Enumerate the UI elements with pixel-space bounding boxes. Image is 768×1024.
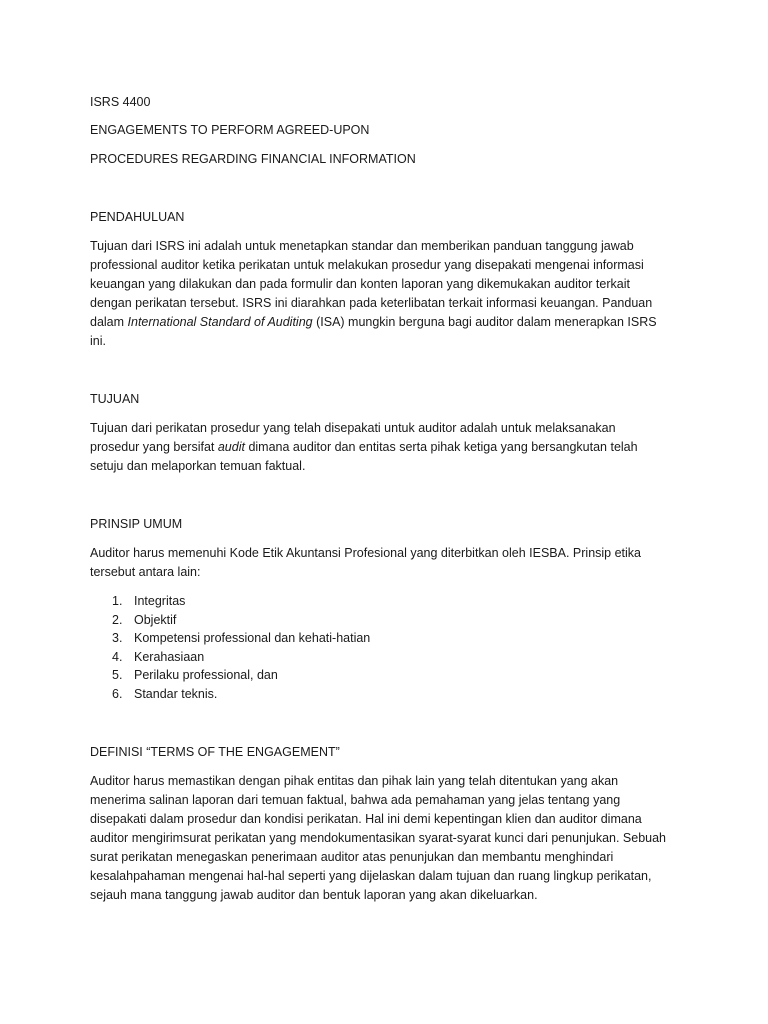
list-item: [90, 685, 370, 704]
paragraph-line: auditor mengirimsurat perikatan yang mendokumentasikan syarat-syarat kunci dari penunjukan. Sebuah: [90, 831, 667, 845]
paragraph-line: setuju dan melaporkan temuan faktual.: [90, 459, 306, 473]
paragraph-line: Auditor harus memenuhi Kode Etik Akuntansi Profesional yang diterbitkan oleh IESBA. Prinsip etika: [90, 546, 642, 560]
paragraph-line: Tujuan dari ISRS ini adalah untuk menetapkan standar dan memberikan panduan tanggung jawab: [90, 239, 634, 253]
paragraph-line: dengan perikatan tersebut. ISRS ini diarahkan pada keterlibatan terkait informasi keuangan. Panduan: [90, 296, 653, 310]
list-item: [90, 666, 370, 685]
doc-code: ISRS 4400: [90, 95, 151, 109]
paragraph-line: ini.: [90, 334, 106, 348]
text-run: dalam: [90, 315, 128, 329]
paragraph-line: Tujuan dari perikatan prosedur yang telah disepakati untuk auditor adalah untuk melaksanakan: [90, 421, 616, 435]
section-heading: PRINSIP UMUM: [90, 517, 183, 531]
list-item: [90, 629, 370, 648]
list-text: Perilaku professional, dan: [134, 668, 278, 682]
paragraph-line: professional auditor ketika perikatan untuk melakukan prosedur yang disepakati mengenai informasi: [90, 258, 644, 272]
text-run: prosedur yang bersifat: [90, 440, 218, 454]
paragraph-line: Auditor harus memastikan dengan pihak entitas dan pihak lain yang telah ditentukan yang akan: [90, 774, 619, 788]
paragraph-line: surat perikatan menegaskan penerimaan auditor atas penunjukan dan membantu menghindari: [90, 850, 614, 864]
paragraph: [90, 544, 641, 582]
list-item: [90, 648, 370, 667]
list-number: 6.: [112, 686, 123, 701]
list-text: Objektif: [134, 612, 177, 627]
text-run: (ISA) mungkin berguna bagi auditor dalam menerapkan ISRS: [312, 315, 657, 329]
paragraph-line: disepakati dalam prosedur dan kondisi perikatan. Hal ini demi kepentingan klien dan auditor dimana: [90, 812, 642, 826]
paragraph-line: keuangan yang dilakukan dan pada formulir dan konten laporan yang dikemukakan auditor terkait: [90, 277, 630, 291]
paragraph: [90, 772, 666, 905]
doc-title-line1: ENGAGEMENTS TO PERFORM AGREED-UPON: [90, 123, 370, 137]
paragraph-line: tersebut antara lain:: [90, 565, 201, 579]
section-heading: DEFINISI “TERMS OF THE ENGAGEMENT”: [90, 745, 340, 759]
list-number: 5.: [112, 668, 123, 682]
paragraph-line: [90, 438, 638, 457]
paragraph: [90, 237, 657, 351]
list-item: [90, 611, 370, 630]
section-heading: PENDAHULUAN: [90, 210, 185, 224]
paragraph-line: kesalahpahaman mengenai hal-hal seperti yang dijelaskan dalam tujuan dan ruang lingkup perikatan,: [90, 869, 652, 883]
list-number: 1.: [112, 594, 123, 608]
list-number: 3.: [112, 631, 123, 645]
italic-run: audit: [217, 440, 245, 454]
list-item: [90, 592, 370, 611]
paragraph-line: [90, 313, 657, 332]
list-number: 4.: [112, 649, 123, 664]
list-text: Standar teknis.: [134, 686, 218, 701]
list-text: Integritas: [134, 594, 186, 608]
section-heading: TUJUAN: [90, 392, 140, 406]
list-text: Kompetensi professional dan kehati-hatian: [134, 631, 371, 645]
italic-run: International Standard of Auditing: [127, 315, 313, 329]
doc-title-line2: PROCEDURES REGARDING FINANCIAL INFORMATION: [90, 152, 416, 166]
paragraph-line: sejauh mana tanggung jawab auditor dan bentuk laporan yang akan dikeluarkan.: [90, 888, 538, 902]
list-number: 2.: [112, 612, 123, 627]
list-text: Kerahasiaan: [134, 649, 205, 664]
text-run: dimana auditor dan entitas serta pihak ketiga yang bersangkutan telah: [244, 440, 638, 454]
ethics-list: [90, 592, 370, 703]
paragraph-line: menerima salinan laporan dari temuan faktual, bahwa ada pemahaman yang jelas tentang yang: [90, 793, 621, 807]
paragraph: [90, 419, 638, 476]
